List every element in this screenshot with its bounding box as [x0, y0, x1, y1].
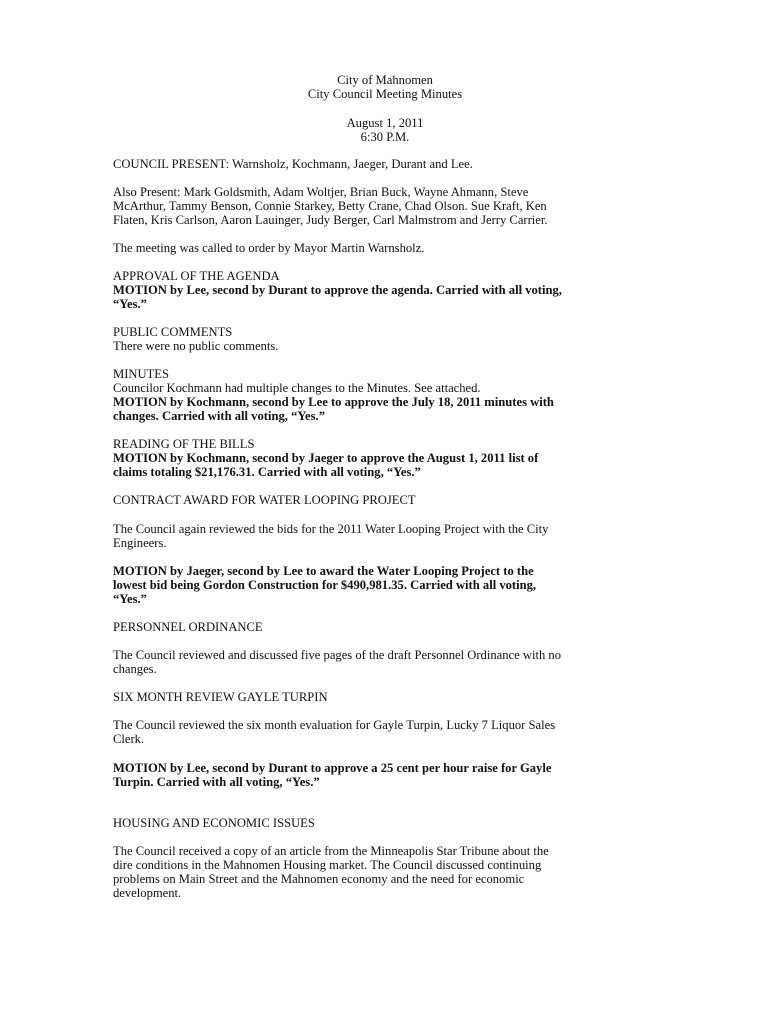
section-heading-public-comments: PUBLIC COMMENTS — [113, 325, 233, 339]
document-title: City Council Meeting Minutes — [307, 87, 463, 101]
housing-text-line: The Council received a copy of an article from the Minneapolis Star Tribune about the — [113, 844, 549, 858]
review-motion-line: MOTION by Lee, second by Durant to approve a 25 cent per hour raise for Gayle — [113, 761, 552, 775]
section-heading-review: SIX MONTH REVIEW GAYLE TURPIN — [113, 690, 328, 704]
personnel-text-line: changes. — [113, 662, 157, 676]
personnel-text-line: The Council reviewed and discussed five pages of the draft Personnel Ordinance with no — [113, 648, 561, 662]
bills-motion-line: MOTION by Kochmann, second by Jaeger to approve the August 1, 2011 list of — [113, 451, 539, 465]
call-to-order: The meeting was called to order by Mayor Martin Warnsholz. — [113, 241, 425, 255]
section-heading-minutes: MINUTES — [113, 367, 169, 381]
housing-text-line: development. — [113, 886, 182, 900]
section-heading-housing: HOUSING AND ECONOMIC ISSUES — [113, 816, 315, 830]
water-looping-text-line: The Council again reviewed the bids for the 2011 Water Looping Project with the City — [113, 522, 549, 536]
bills-motion-line: claims totaling $21,176.31. Carried with all voting, “Yes.” — [113, 465, 421, 479]
agenda-motion-line: “Yes.” — [113, 297, 147, 311]
meeting-date: August 1, 2011 — [346, 116, 424, 130]
minutes-motion-line: MOTION by Kochmann, second by Lee to approve the July 18, 2011 minutes with — [113, 395, 554, 409]
also-present-line: Also Present: Mark Goldsmith, Adam Woltjer, Brian Buck, Wayne Ahmann, Steve — [113, 185, 529, 199]
minutes-text: Councilor Kochmann had multiple changes to the Minutes. See attached. — [113, 381, 481, 395]
review-motion-line: Turpin. Carried with all voting, “Yes.” — [113, 775, 320, 789]
water-looping-motion-line: “Yes.” — [113, 592, 147, 606]
section-heading-agenda: APPROVAL OF THE AGENDA — [113, 269, 280, 283]
also-present-line: McArthur, Tammy Benson, Connie Starkey, Betty Crane, Chad Olson. Sue Kraft, Ken — [113, 199, 547, 213]
agenda-motion-line: MOTION by Lee, second by Durant to approve the agenda. Carried with all voting, — [113, 283, 562, 297]
housing-text-line: problems on Main Street and the Mahnomen economy and the need for economic — [113, 872, 525, 886]
minutes-motion-line: changes. Carried with all voting, “Yes.” — [113, 409, 325, 423]
section-heading-bills: READING OF THE BILLS — [113, 437, 255, 451]
council-present: COUNCIL PRESENT: Warnsholz, Kochmann, Jaeger, Durant and Lee. — [113, 157, 473, 171]
housing-text-line: dire conditions in the Mahnomen Housing market. The Council discussed continuing — [113, 858, 542, 872]
meeting-time: 6:30 P.M. — [360, 130, 410, 144]
public-comments-text: There were no public comments. — [113, 339, 279, 353]
water-looping-motion-line: MOTION by Jaeger, second by Lee to award the Water Looping Project to the — [113, 564, 534, 578]
section-heading-water-looping: CONTRACT AWARD FOR WATER LOOPING PROJECT — [113, 493, 416, 507]
water-looping-text-line: Engineers. — [113, 536, 167, 550]
also-present-line: Flaten, Kris Carlson, Aaron Lauinger, Judy Berger, Carl Malmstrom and Jerry Carrier. — [113, 213, 548, 227]
document-city: City of Mahnomen — [337, 73, 433, 87]
review-text-line: The Council reviewed the six month evaluation for Gayle Turpin, Lucky 7 Liquor Sales — [113, 718, 556, 732]
review-text-line: Clerk. — [113, 732, 145, 746]
section-heading-personnel: PERSONNEL ORDINANCE — [113, 620, 263, 634]
water-looping-motion-line: lowest bid being Gordon Construction for $490,981.35. Carried with all voting, — [113, 578, 537, 592]
